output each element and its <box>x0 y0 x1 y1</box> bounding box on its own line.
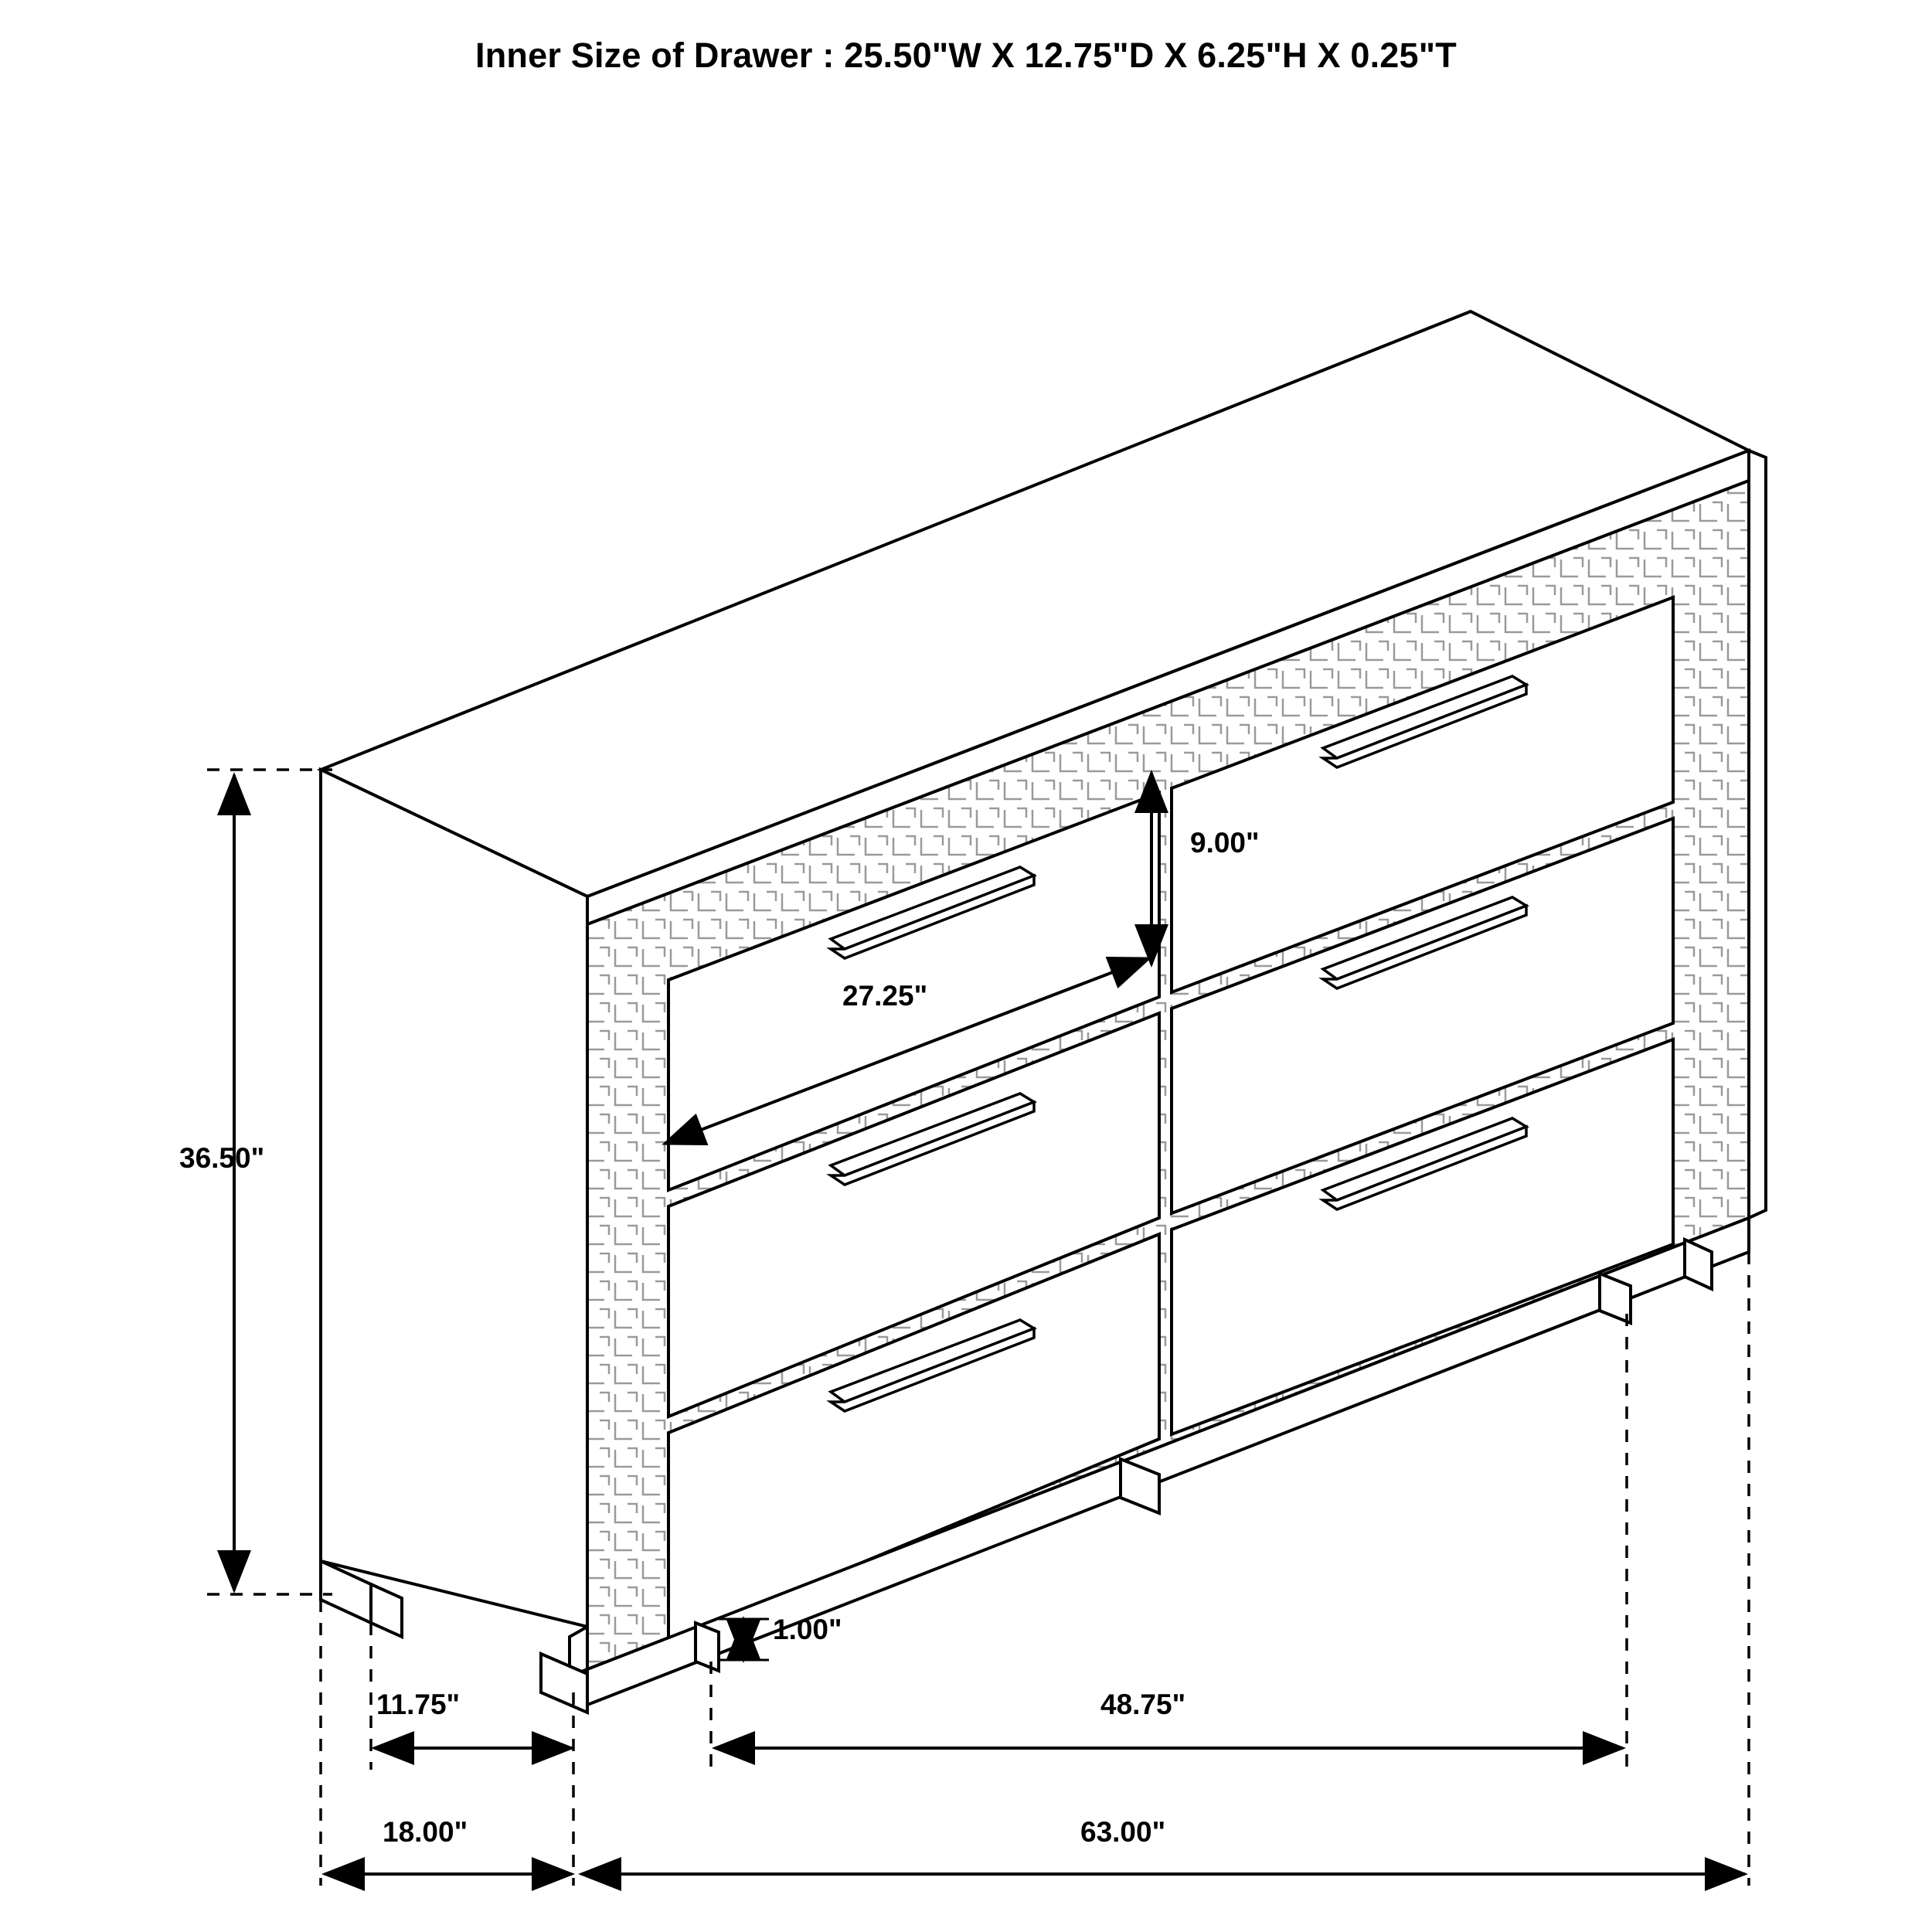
dimension-label-height-overall: 36.50" <box>179 1142 265 1174</box>
dresser-body <box>321 311 1766 1713</box>
dimension-label-drawer-width: 27.25" <box>842 980 928 1012</box>
dimension-label-depth-side: 11.75" <box>376 1689 461 1720</box>
dimension-label-drawer-height: 9.00" <box>1190 827 1260 859</box>
dimension-label-depth-overall: 18.00" <box>383 1816 468 1848</box>
dimension-label-width-overall: 63.00" <box>1080 1816 1166 1848</box>
dimension-label-toe-kick-height: 1.00" <box>773 1614 842 1645</box>
page-title: Inner Size of Drawer : 25.50"W X 12.75"D X 6.25"H X 0.25"T <box>475 36 1457 75</box>
dimension-label-front-width: 48.75" <box>1100 1689 1186 1720</box>
